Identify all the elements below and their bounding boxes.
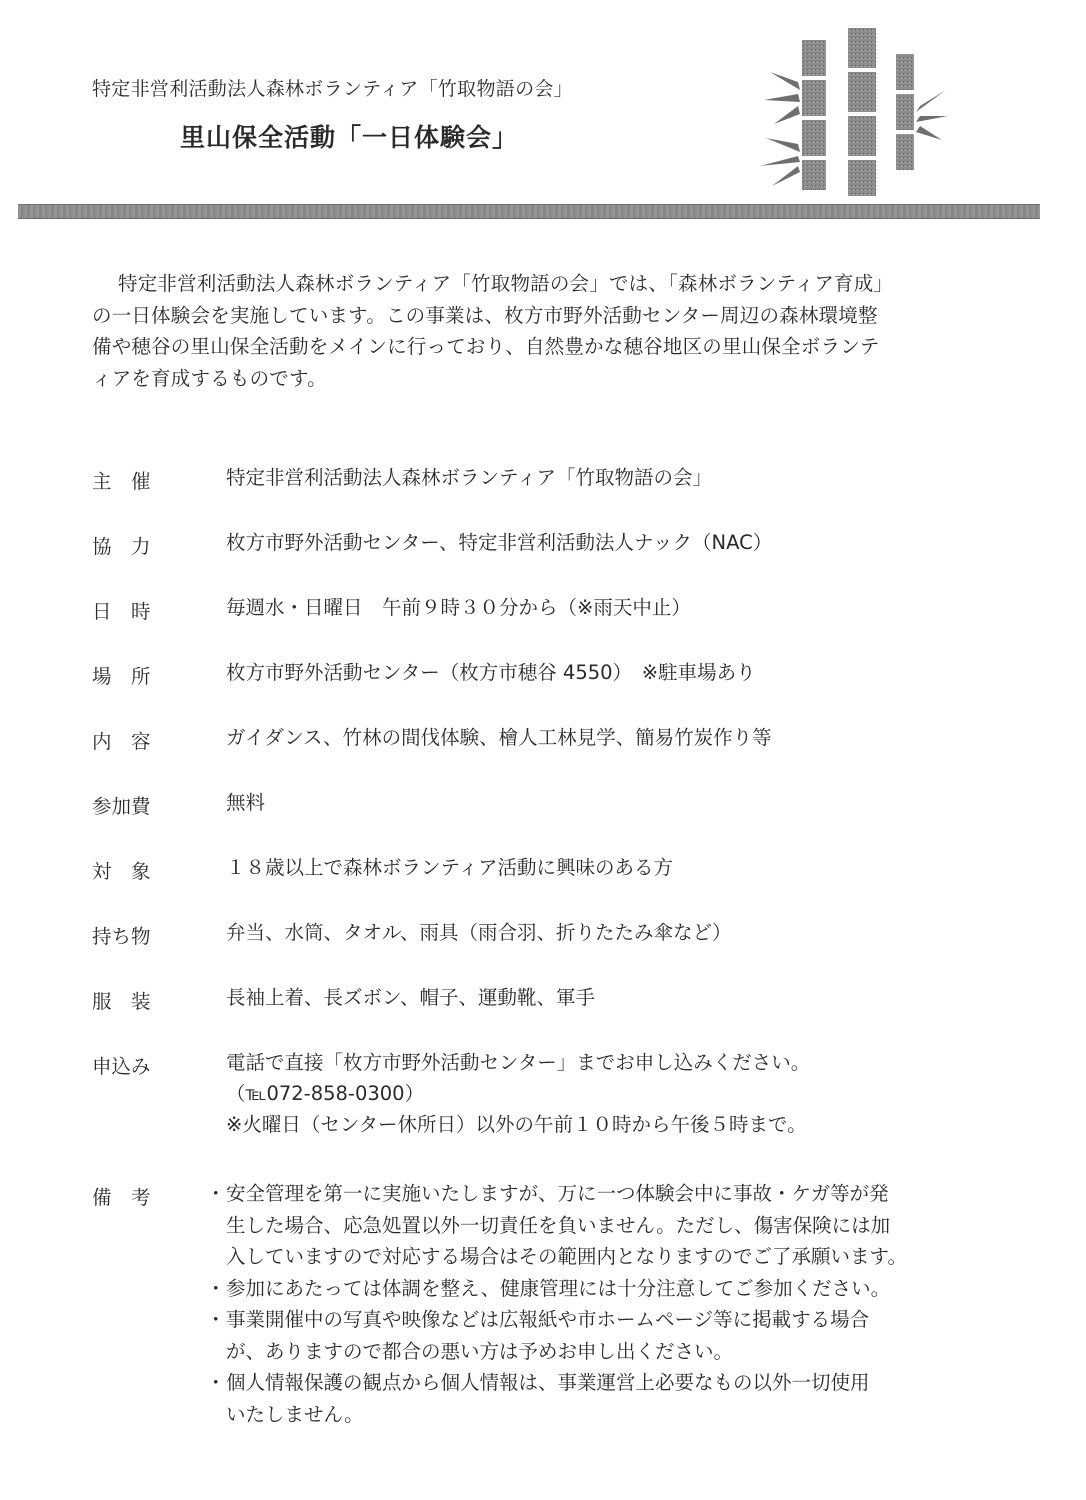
application-value xyxy=(226,1047,1046,1140)
content-value: ガイダンス、竹林の間伐体験、檜人工林見学、簡易竹炭作り等 xyxy=(226,726,772,749)
note-line: 参加にあたっては体調を整え、健康管理には十分注意してご参加ください。 xyxy=(226,1276,891,1300)
application-label: 申込み xyxy=(92,1055,151,1078)
note-line: 事業開催中の写真や映像などは広報紙や市ホームページ等に掲載する場合 xyxy=(226,1308,870,1331)
application-hours: ※火曜日（センター休所日）以外の午前１０時から午後５時まで。 xyxy=(226,1113,807,1136)
place-value: 枚方市野外活動センター（枚方市穂谷 4550） ※駐車場あり xyxy=(226,661,756,684)
note-item xyxy=(206,1273,1006,1305)
application-phone: （℡072-858-0300） xyxy=(226,1082,425,1105)
document-title: 里山保全活動「一日体験会」 xyxy=(180,123,519,152)
content-label: 内 容 xyxy=(92,730,151,753)
note-line: 安全管理を第一に実施いたしますが、万に一つ体験会中に事故・ケガ等が発 xyxy=(226,1182,889,1205)
note-line: いたしません。 xyxy=(226,1402,364,1426)
intro-line: の一日体験会を実施しています。この事業は、枚方市野外活動センター周辺の森林環境整 xyxy=(92,303,878,327)
intro-paragraph xyxy=(92,268,992,394)
intro-line: 備や穂谷の里山保全活動をメインに行っており、自然豊かな穂谷地区の里山保全ボランテ xyxy=(92,335,880,358)
fee-label: 参加費 xyxy=(92,795,151,818)
note-line: 生した場合、応急処置以外一切責任を負いません。ただし、傷害保険には加 xyxy=(226,1213,891,1237)
organizer-value: 特定非営利活動法人森林ボランティア「竹取物語の会」 xyxy=(226,466,712,489)
clothing-value: 長袖上着、長ズボン、帽子、運動靴、軍手 xyxy=(226,986,595,1009)
target-value: １８歳以上で森林ボランティア活動に興味のある方 xyxy=(226,856,673,879)
target-label: 対 象 xyxy=(92,860,151,883)
note-item xyxy=(206,1304,1006,1367)
bullet-icon: ・ xyxy=(206,1276,226,1300)
organization-name: 特定非営利活動法人森林ボランティア「竹取物語の会」 xyxy=(92,78,573,100)
clothing-label: 服 装 xyxy=(92,990,151,1013)
bamboo-illustration-icon xyxy=(750,20,950,200)
cooperation-value: 枚方市野外活動センター、特定非営利活動法人ナック（NAC） xyxy=(226,531,773,554)
application-line: 電話で直接「枚方市野外活動センター」までお申し込みください。 xyxy=(226,1051,811,1074)
belongings-label: 持ち物 xyxy=(92,925,151,948)
belongings-value: 弁当、水筒、タオル、雨具（雨合羽、折りたたみ傘など） xyxy=(226,921,732,944)
datetime-label: 日 時 xyxy=(92,600,151,623)
intro-line: 特定非営利活動法人森林ボランティア「竹取物語の会」では、「森林ボランティア育成」 xyxy=(118,272,894,295)
intro-line: ィアを育成するものです。 xyxy=(92,366,327,390)
datetime-value: 毎週水・日曜日 午前９時３０分から（※雨天中止） xyxy=(226,596,691,619)
fee-value: 無料 xyxy=(226,791,266,814)
header-divider xyxy=(18,204,1040,219)
note-line: 入していますので対応する場合はその範囲内となりますのでご了承願います。 xyxy=(226,1245,907,1268)
notes-list xyxy=(206,1178,1006,1430)
bullet-icon: ・ xyxy=(206,1308,226,1331)
note-item xyxy=(206,1178,1006,1273)
bullet-icon: ・ xyxy=(206,1182,226,1205)
place-label: 場 所 xyxy=(92,665,151,688)
note-line: 個人情報保護の観点から個人情報は、事業運営上必要なもの以外一切使用 xyxy=(226,1371,870,1394)
note-item xyxy=(206,1367,1006,1430)
organizer-label: 主 催 xyxy=(92,470,151,493)
cooperation-label: 協 力 xyxy=(92,535,151,558)
note-line: が、ありますので都合の悪い方は予めお申し出ください。 xyxy=(226,1339,734,1363)
notes-label: 備 考 xyxy=(92,1186,151,1209)
bullet-icon: ・ xyxy=(206,1371,226,1394)
